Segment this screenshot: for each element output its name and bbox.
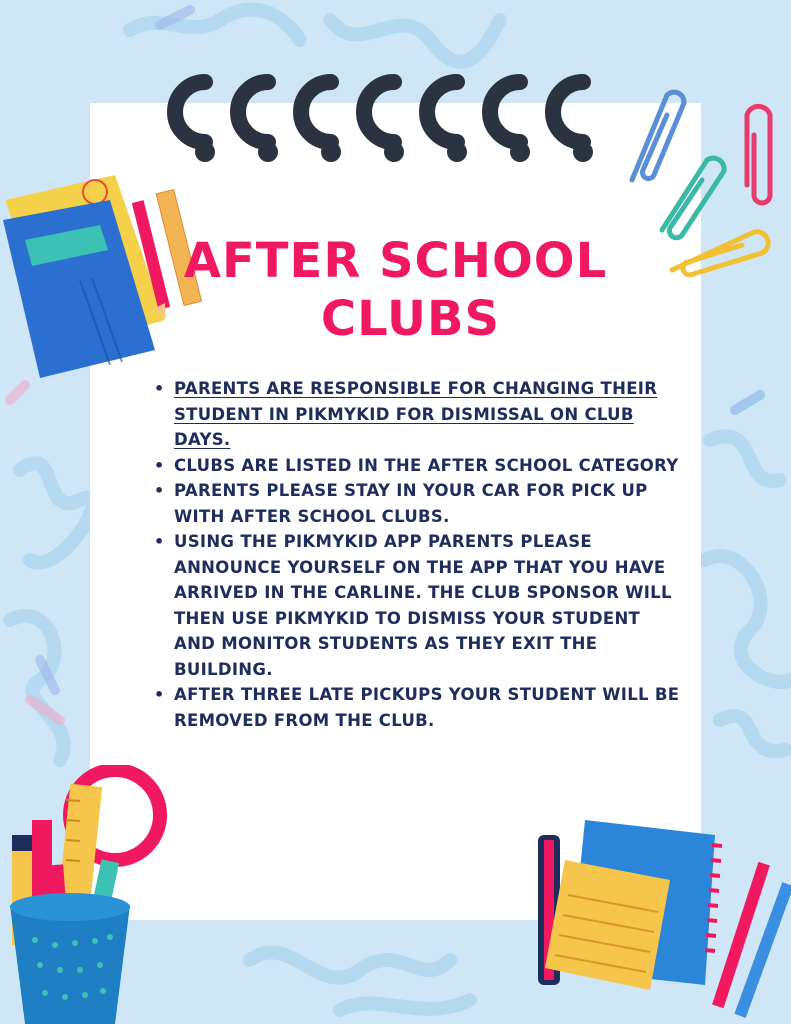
- bullet-icon: •: [154, 685, 165, 704]
- bullet-icon: •: [154, 455, 165, 475]
- list-item-text: AFTER THREE LATE PICKUPS YOUR STUDENT WILL BE REMOVED FROM THE CLUB.: [174, 685, 680, 730]
- list-item: [150, 453, 680, 479]
- list-item-text: PARENTS PLEASE STAY IN YOUR CAR FOR PICK UP WITH AFTER SCHOOL CLUBS.: [174, 481, 648, 526]
- list-item-text: PARENTS ARE RESPONSIBLE FOR CHANGING THEIR STUDENT IN PIKMYKID FOR DISMISSAL ON CLUB DAYS.: [174, 379, 658, 449]
- notebook-icon: [530, 800, 791, 1024]
- spiral-binding-icon: [150, 62, 620, 182]
- bullet-icon: •: [154, 379, 165, 398]
- page-title: [90, 232, 701, 348]
- title-line-2: CLUBS: [320, 291, 501, 347]
- list-item: [150, 478, 680, 529]
- list-item-text: USING THE PIKMYKID APP PARENTS PLEASE ANNOUNCE YOURSELF ON THE APP THAT YOU HAVE ARRIVED IN THE CARLINE. THE CLUB SPONSOR WILL THEN USE PIKMYKID TO DISMISS YOUR STUDENT AND MONITOR STUDENTS AS THEY EXIT THE BUILDING.: [174, 532, 672, 679]
- title-line-1: AFTER SCHOOL: [183, 233, 608, 289]
- list-item: [150, 529, 680, 682]
- list-item-text: CLUBS ARE LISTED IN THE AFTER SCHOOL CATEGORY: [174, 455, 679, 475]
- list-item: [150, 682, 680, 733]
- list-item: [150, 376, 680, 453]
- bullet-icon: •: [154, 481, 165, 500]
- bullet-icon: •: [154, 532, 165, 551]
- pencil-cup-icon: [0, 765, 180, 1024]
- rules-list: [150, 376, 680, 733]
